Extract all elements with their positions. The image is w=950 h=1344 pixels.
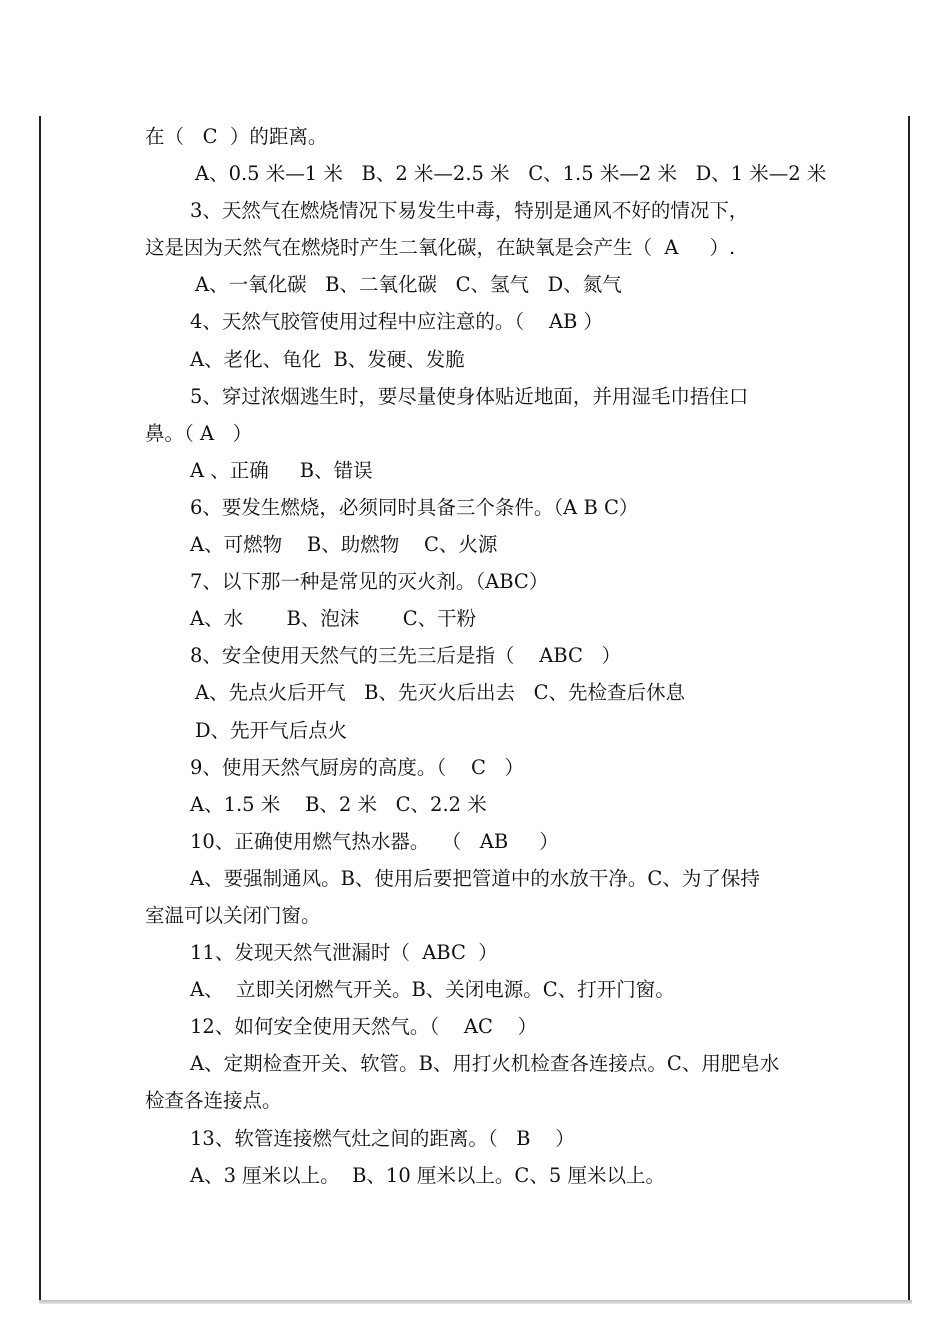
text-line: A、 立即关闭燃气开关。B、关闭电源。C、打开门窗。 — [190, 978, 675, 1002]
text-line: A、1.5 米 B、2 米 C、2.2 米 — [190, 792, 487, 816]
text-line: 8、安全使用天然气的三先三后是指（ ABC ） — [190, 644, 621, 668]
text-line: 这是因为天然气在燃烧时产生二氧化碳，在缺氧是会产生（ A ）. — [145, 236, 736, 260]
page-bottom-rule — [39, 1300, 912, 1304]
text-line: A、3 厘米以上。 B、10 厘米以上。C、5 厘米以上。 — [190, 1163, 665, 1187]
text-line: A、0.5 米—1 米 B、2 米—2.5 米 C、1.5 米—2 米 D、1 米—2 米 — [195, 162, 827, 186]
text-line: 12、如何安全使用天然气。（ AC ） — [190, 1015, 538, 1039]
text-line: 在（ C ）的距离。 — [145, 125, 328, 148]
text-line: 13、软管连接燃气灶之间的距离。（ B ） — [190, 1126, 575, 1150]
text-line: A、老化、龟化 B、发硬、发脆 — [190, 347, 465, 371]
text-line: 室温可以关闭门窗。 — [145, 903, 321, 927]
text-line: 4、天然气胶管使用过程中应注意的。（ AB ） — [190, 310, 604, 334]
text-line: 10、正确使用燃气热水器。 （ AB ） — [190, 829, 559, 853]
text-line: A 、正确 B、错误 — [190, 458, 373, 482]
document-body — [145, 118, 827, 1194]
text-line: 11、发现天然气泄漏时（ ABC ） — [190, 941, 498, 965]
text-line: 5、穿过浓烟逃生时，要尽量使身体贴近地面，并用湿毛巾捂住口 — [190, 384, 749, 408]
text-line: A、可燃物 B、助燃物 C、火源 — [190, 533, 498, 557]
text-line: A、一氧化碳 B、二氧化碳 C、氢气 D、氮气 — [195, 273, 622, 297]
text-line: 9、使用天然气厨房的高度。（ C ） — [190, 755, 524, 779]
text-line: A、要强制通风。B、使用后要把管道中的水放干净。C、为了保持 — [190, 866, 760, 890]
text-line: 检查各连接点。 — [145, 1089, 282, 1113]
text-line: D、先开气后点火 — [195, 718, 348, 742]
text-line: 3、天然气在燃烧情况下易发生中毒，特别是通风不好的情况下， — [190, 199, 749, 223]
text-line: 7、以下那一种是常见的灭火剂。（ABC） — [190, 570, 549, 594]
text-line: A、定期检查开关、软管。B、用打火机检查各连接点。C、用肥皂水 — [190, 1052, 780, 1076]
text-line: 6、要发生燃烧，必须同时具备三个条件。（A B C） — [190, 495, 639, 519]
text-line: 鼻。（ A ） — [145, 421, 253, 445]
text-line: A、水 B、泡沫 C、干粉 — [190, 607, 477, 631]
text-line: A、先点火后开气 B、先灭火后出去 C、先检查后休息 — [195, 681, 686, 705]
